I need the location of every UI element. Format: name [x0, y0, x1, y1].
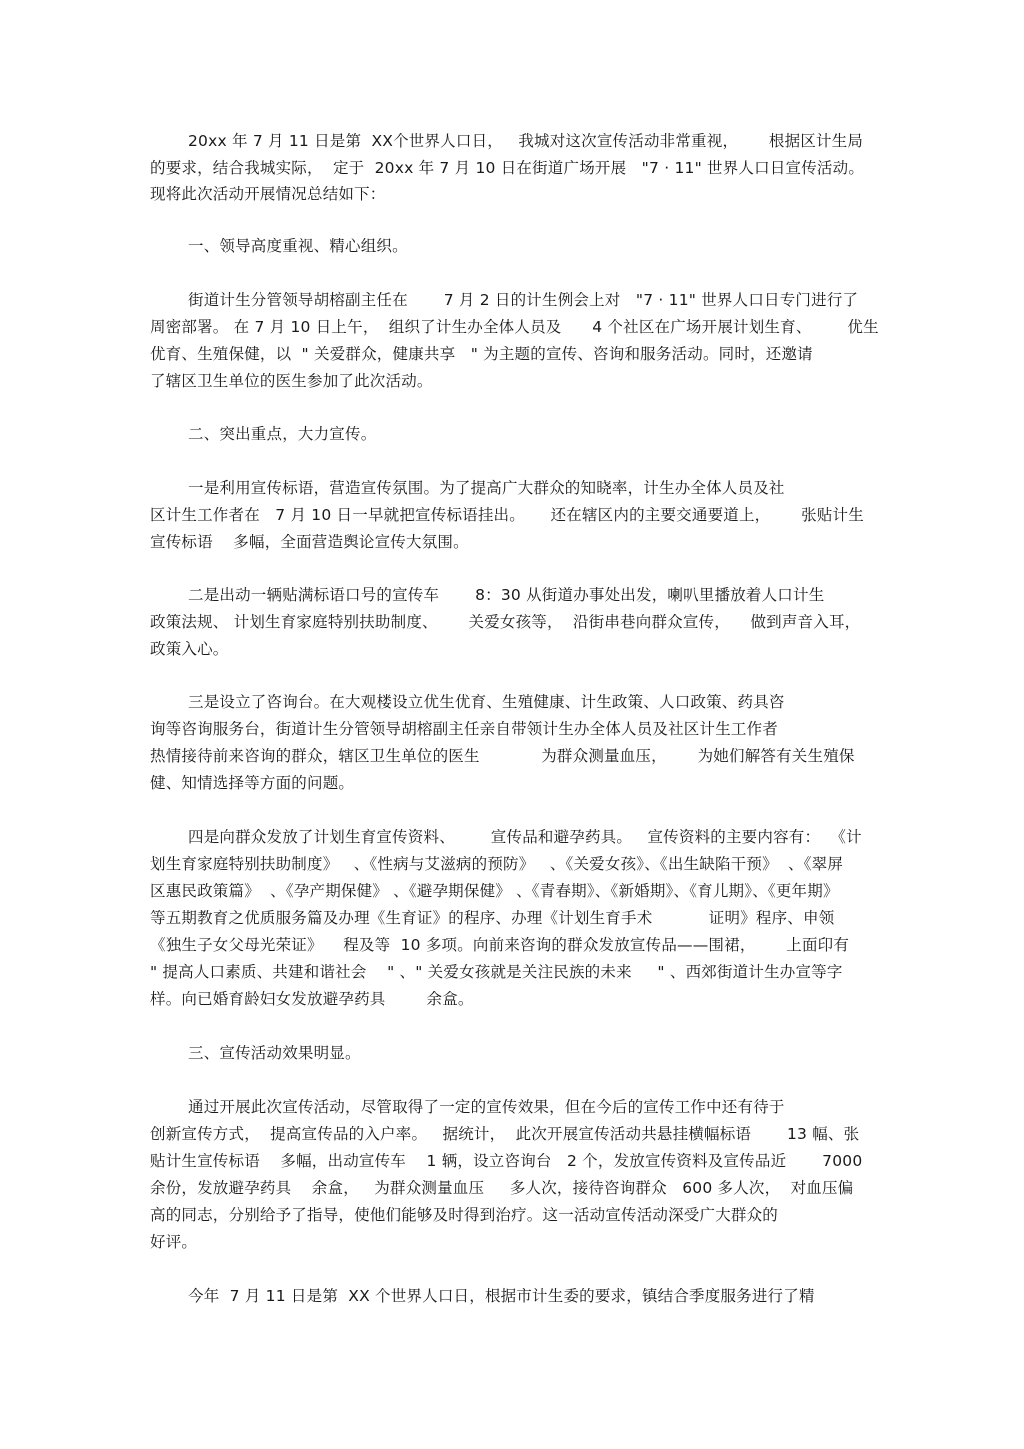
text-line: 区计生工作者在 7 月 10 日一早就把宣传标语挂出。 还在辖区内的主要交通要道上， 张贴计生 [150, 506, 864, 524]
text-line: 现将此次活动开展情况总结如下： [150, 185, 386, 203]
text-line: 热情接待前来咨询的群众，辖区卫生单位的医生 为群众测量血压， 为她们解答有关生殖保 [150, 747, 855, 765]
text-line: 政策法规、 计划生育家庭特别扶助制度、 关爱女孩等， 沿街串巷向群众宣传， 做到声音入耳， [150, 613, 861, 631]
text-line: 二是出动一辆贴满标语口号的宣传车 8：30 从街道办事处出发，喇叭里播放着人口计生 [188, 586, 825, 604]
text-line: 20xx 年 7 月 11 日是第 XX个世界人口日， 我城对这次宣传活动非常重视， 根据区计生局 [188, 132, 864, 150]
text-line: 好评。 [150, 1233, 198, 1251]
text-line: 通过开展此次宣传活动，尽管取得了一定的宣传效果，但在今后的宣传工作中还有待于 [188, 1098, 785, 1116]
text-line: 贴计生宣传标语 多幅，出动宣传车 1 辆，设立咨询台 2 个，发放宣传资料及宣传品近 7000 [150, 1152, 863, 1170]
text-line: 今年 7 月 11 日是第 XX 个世界人口日，根据市计生委的要求，镇结合季度服务进行了精 [188, 1287, 815, 1305]
text-line: 一是利用宣传标语，营造宣传氛围。为了提高广大群众的知晓率，计生办全体人员及社 [188, 479, 785, 497]
text-line: 《独生子女父母光荣证》 程及等 10 多项。向前来咨询的群众发放宣传品——围裙， 上面印有 [150, 936, 850, 954]
text-line: 询等咨询服务台，街道计生分管领导胡榕副主任亲自带领计生办全体人员及社区计生工作者 [150, 720, 779, 738]
text-line: 创新宣传方式， 提高宣传品的入户率。 据统计， 此次开展宣传活动共悬挂横幅标语 13 幅、张 [150, 1125, 860, 1143]
text-line: 样。向已婚育龄妇女发放避孕药具 余盒。 [150, 990, 474, 1008]
text-line: 优育、生殖保健，以 " 关爱群众，健康共享 " 为主题的宣传、咨询和服务活动。同时，还邀请 [150, 345, 813, 363]
text-line: 了辖区卫生单位的医生参加了此次活动。 [150, 372, 433, 390]
text-line: 健、知情选择等方面的问题。 [150, 774, 355, 792]
text-line: 划生育家庭特别扶助制度》 、《性病与艾滋病的预防》 、《关爱女孩》、《出生缺陷干预》 、《翠屏 [150, 855, 844, 873]
text-line: 周密部署。 在 7 月 10 日上午， 组织了计生办全体人员及 4 个社区在广场开展计划生育、 优生 [150, 318, 879, 336]
text-line: 的要求，结合我城实际， 定于 20xx 年 7 月 10 日在街道广场开展 "7 · 11" 世界人口日宣传活动。 [150, 159, 865, 177]
text-line: 三是设立了咨询台。在大观楼设立优生优育、生殖健康、计生政策、人口政策、药具咨 [188, 693, 785, 711]
section-heading: 一、领导高度重视、精心组织。 [188, 237, 408, 255]
section-heading: 三、宣传活动效果明显。 [188, 1044, 361, 1062]
text-line: 街道计生分管领导胡榕副主任在 7 月 2 日的计生例会上对 "7 · 11" 世界人口日专门进行了 [188, 291, 859, 309]
text-line: 四是向群众发放了计划生育宣传资料、 宣传品和避孕药具。 宣传资料的主要内容有： 《计 [188, 828, 862, 846]
text-line: 等五期教育之优质服务篇及办理《生育证》的程序、办理《计划生育手术 证明》程序、申领 [150, 909, 835, 927]
text-line: 余份，发放避孕药具 余盒， 为群众测量血压 多人次，接待咨询群众 600 多人次， 对血压偏 [150, 1179, 854, 1197]
text-line: 区惠民政策篇》 、《孕产期保健》 、《避孕期保健》 、《青春期》、《新婚期》、《育儿期》、《更年期》 [150, 882, 839, 900]
section-heading: 二、突出重点，大力宣传。 [188, 425, 377, 443]
text-line: 宣传标语 多幅，全面营造舆论宣传大氛围。 [150, 533, 469, 551]
text-line: 政策入心。 [150, 640, 229, 658]
text-line: 高的同志，分别给予了指导，使他们能够及时得到治疗。这一活动宣传活动深受广大群众的 [150, 1206, 779, 1224]
text-line: " 提高人口素质、共建和谐社会 " 、" 关爱女孩就是关注民族的未来 " 、西郊街道计生办宣等字 [150, 963, 843, 981]
